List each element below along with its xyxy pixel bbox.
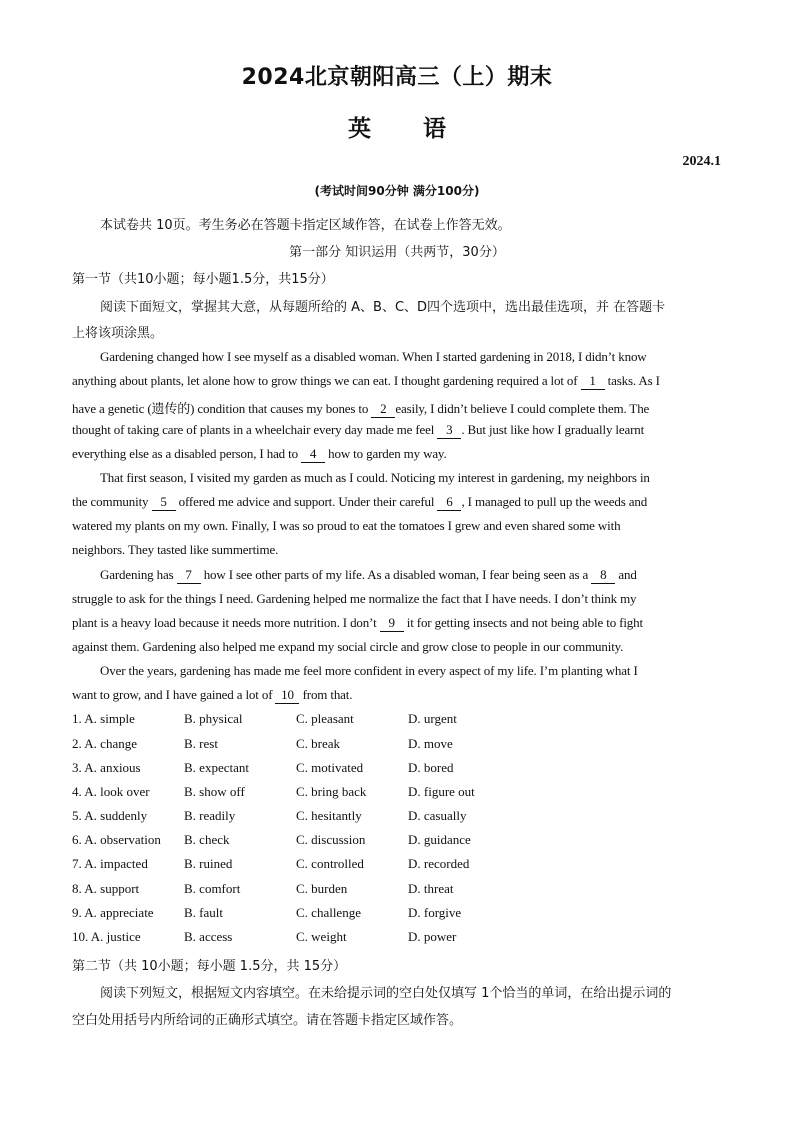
option-3c: C. motivated	[296, 760, 364, 775]
blank-2: 2	[371, 401, 395, 418]
option-row-2	[72, 736, 722, 754]
passage-line: neighbors. They tasted like summertime.	[72, 542, 279, 557]
subject-char-2: 语	[423, 116, 446, 142]
subject-title	[0, 110, 794, 143]
option-row-3	[72, 760, 722, 778]
option-5c: C. hesitantly	[296, 808, 362, 823]
option-6c: C. discussion	[296, 832, 366, 847]
option-6a: 6. A. observation	[72, 832, 161, 847]
option-8a: 8. A. support	[72, 881, 140, 896]
option-row-10	[72, 929, 722, 947]
option-row-9	[72, 905, 722, 923]
option-9a: 9. A. appreciate	[72, 905, 154, 920]
option-row-1	[72, 711, 722, 729]
passage-line: want to grow, and I have gained a lot of 10 from that.	[72, 687, 353, 702]
option-8b: B. comfort	[184, 881, 241, 896]
option-8d: D. threat	[408, 881, 454, 896]
notice: 本试卷共 10页。考生务必在答题卡指定区域作答，在试卷上作答无效。	[100, 218, 511, 233]
blank-5: 5	[152, 494, 176, 511]
option-4b: B. show off	[184, 784, 245, 799]
option-row-6	[72, 832, 722, 850]
option-7d: D. recorded	[408, 856, 470, 871]
option-1c: C. pleasant	[296, 711, 354, 726]
option-10c: C. weight	[296, 929, 347, 944]
exam-time-score: (考试时间90分钟 满分100分)	[314, 184, 480, 198]
passage-line: plant is a heavy load because it needs more nutrition. I don’t 9 it for getting insects and not being able to fight	[72, 615, 643, 630]
part-one-title: 第一部分 知识运用（共两节，30分）	[289, 245, 505, 260]
passage-line: against them. Gardening also helped me expand my social circle and grow close to people in our community.	[72, 639, 624, 654]
option-2b: B. rest	[184, 736, 218, 751]
blank-3: 3	[437, 422, 461, 439]
option-3b: B. expectant	[184, 760, 249, 775]
option-3a: 3. A. anxious	[72, 760, 141, 775]
option-row-4	[72, 784, 722, 802]
passage-line: Gardening has 7 how I see other parts of my life. As a disabled woman, I fear being seen as a 8 and	[100, 567, 637, 582]
exam-title: 2024北京朝阳高三（上）期末	[241, 65, 553, 90]
blank-7: 7	[177, 567, 201, 584]
option-7a: 7. A. impacted	[72, 856, 148, 871]
section-one-title: 第一节（共10小题；每小题1.5分，共15分）	[72, 272, 334, 287]
option-9c: C. challenge	[296, 905, 361, 920]
passage-line: struggle to ask for the things I need. Gardening helped me normalize the fact that I have needs. I don’t think my	[72, 591, 637, 606]
passage-line: have a genetic (遗传的) condition that causes my bones to 2 easily, I didn’t believe I could complete them. The	[72, 401, 650, 416]
passage-line: everything else as a disabled person, I had to 4 how to garden my way.	[72, 446, 447, 461]
option-2d: D. move	[408, 736, 453, 751]
passage-line: anything about plants, let alone how to grow things we can eat. I thought gardening required a lot of 1 tasks. As I	[72, 373, 660, 388]
passage-line: thought of taking care of plants in a wheelchair every day made me feel 3 . But just like how I gradually learnt	[72, 422, 645, 437]
section-two-directions: 阅读下列短文，根据短文内容填空。在未给提示词的空白处仅填写 1个恰当的单词，在给出提示词的	[100, 986, 672, 1001]
option-row-5	[72, 808, 722, 826]
section-one-directions: 阅读下面短文，掌握其大意，从每题所给的 A、B、C、D四个选项中，选出最佳选项，并 在答题卡	[100, 300, 666, 315]
section-two-title: 第二节（共 10小题；每小题 1.5分，共 15分）	[72, 959, 347, 974]
passage-line: That first season, I visited my garden as much as I could. Noticing my interest in gardening, my neighbors in	[100, 470, 650, 485]
blank-6: 6	[437, 494, 461, 511]
passage-line: the community 5 offered me advice and support. Under their careful 6 , I managed to pull up the weeds and	[72, 494, 648, 509]
option-10b: B. access	[184, 929, 233, 944]
passage-line: Gardening changed how I see myself as a disabled woman. When I started gardening in 2018, I didn’t know	[100, 349, 647, 364]
exam-date: 2024.1	[682, 154, 721, 169]
blank-8: 8	[591, 567, 615, 584]
option-row-7	[72, 856, 722, 874]
option-10a: 10. A. justice	[72, 929, 141, 944]
blank-9: 9	[380, 615, 404, 632]
option-7c: C. controlled	[296, 856, 364, 871]
option-9b: B. fault	[184, 905, 223, 920]
option-9d: D. forgive	[408, 905, 462, 920]
option-row-8	[72, 881, 722, 899]
option-3d: D. bored	[408, 760, 454, 775]
option-2c: C. break	[296, 736, 341, 751]
option-7b: B. ruined	[184, 856, 233, 871]
section-two-directions-cont: 空白处用括号内所给词的正确形式填空。请在答题卡指定区域作答。	[72, 1013, 463, 1028]
option-4a: 4. A. look over	[72, 784, 150, 799]
option-8c: C. burden	[296, 881, 348, 896]
option-5a: 5. A. suddenly	[72, 808, 148, 823]
blank-1: 1	[581, 373, 605, 390]
blank-4: 4	[301, 446, 325, 463]
blank-10: 10	[275, 687, 299, 704]
option-5b: B. readily	[184, 808, 236, 823]
option-1a: 1. A. simple	[72, 711, 135, 726]
option-6d: D. guidance	[408, 832, 471, 847]
option-2a: 2. A. change	[72, 736, 137, 751]
option-1b: B. physical	[184, 711, 243, 726]
passage-line: Over the years, gardening has made me feel more confident in every aspect of my life. I’m planting what I	[100, 663, 638, 678]
subject-char-1: 英	[348, 116, 371, 142]
option-1d: D. urgent	[408, 711, 457, 726]
option-4c: C. bring back	[296, 784, 367, 799]
passage-line: watered my plants on my own. Finally, I was so proud to eat the tomatoes I grew and even shared some with	[72, 518, 621, 533]
option-5d: D. casually	[408, 808, 467, 823]
option-6b: B. check	[184, 832, 230, 847]
section-one-directions-cont: 上将该项涂黑。	[72, 326, 164, 341]
option-10d: D. power	[408, 929, 457, 944]
option-4d: D. figure out	[408, 784, 475, 799]
